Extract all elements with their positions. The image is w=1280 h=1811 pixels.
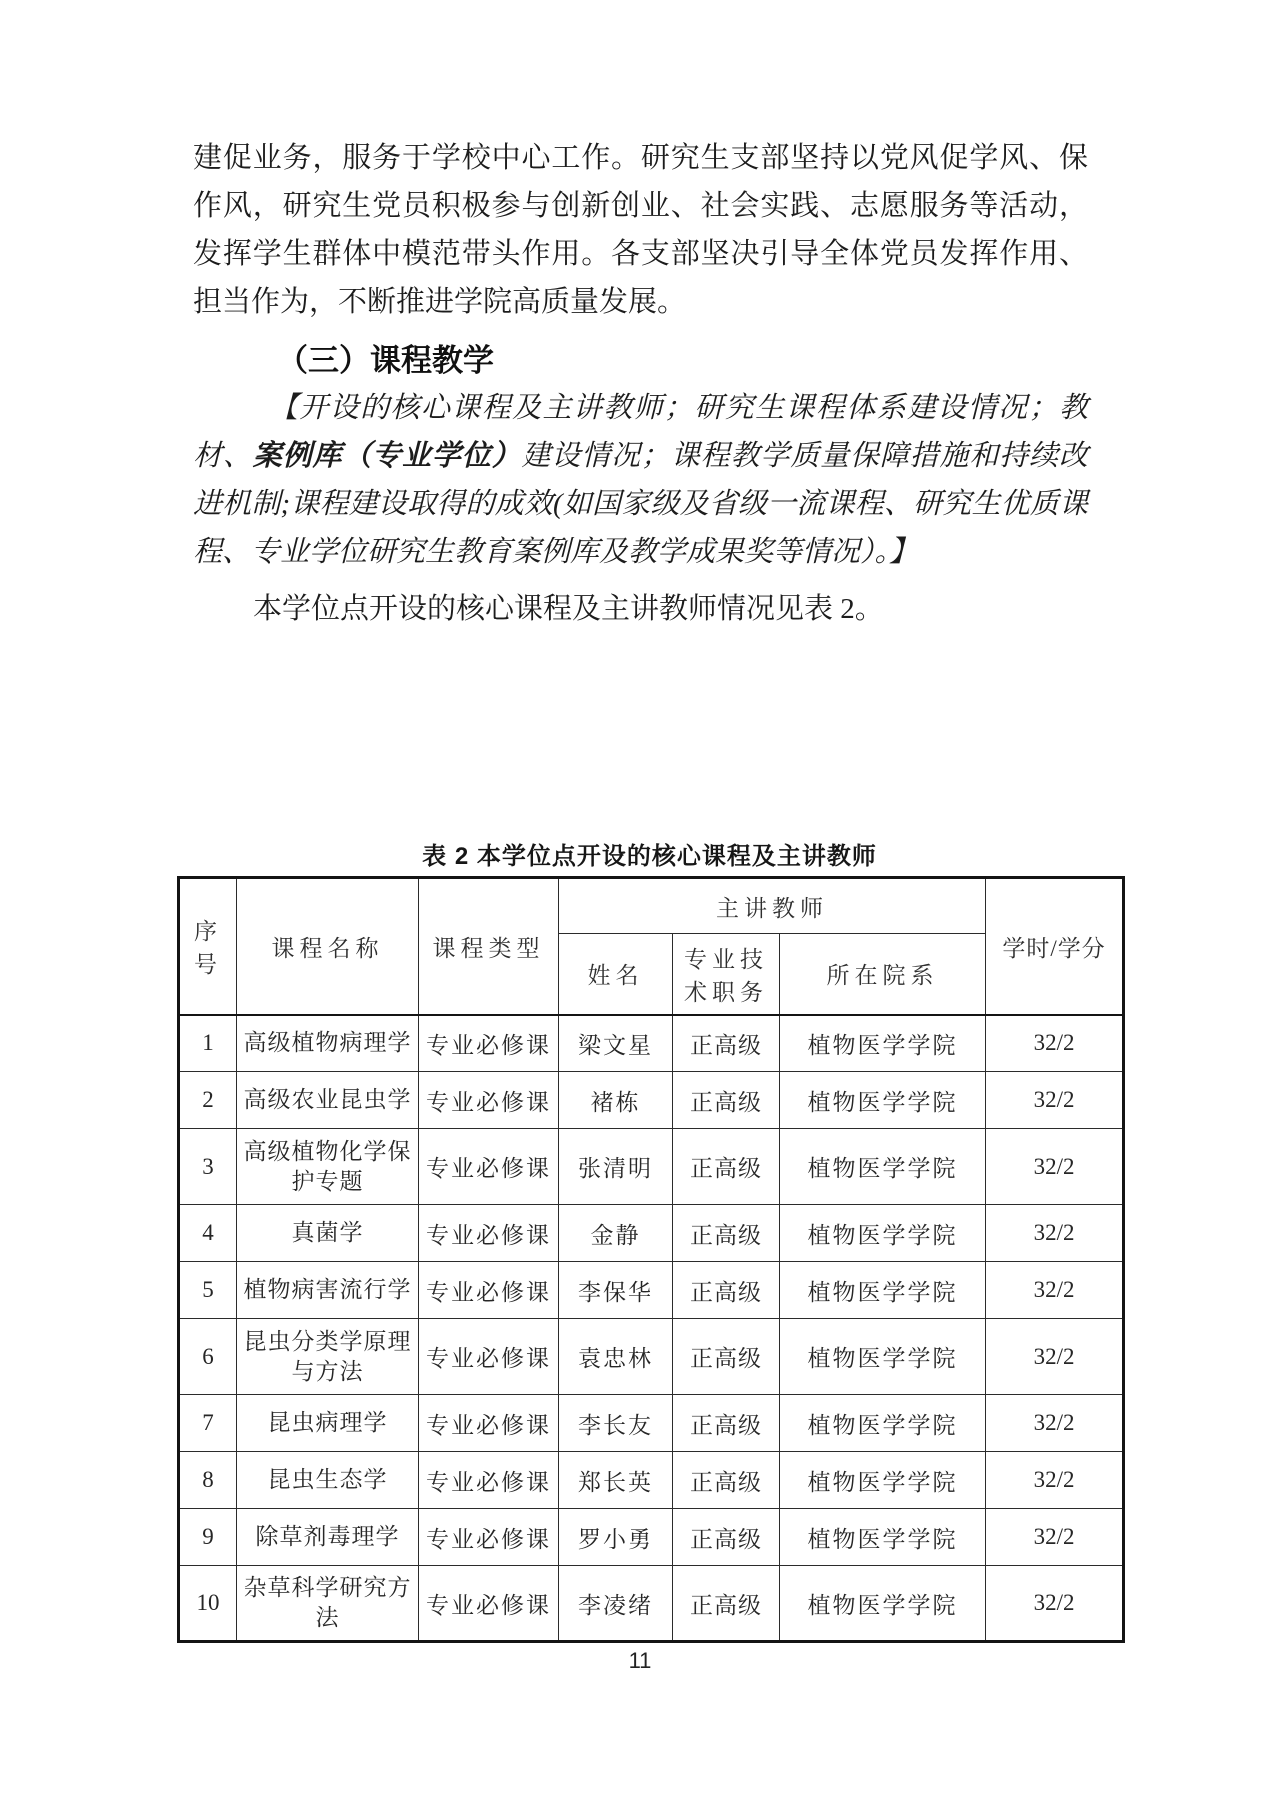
cell-teacher-title: 正高级 — [673, 1509, 780, 1566]
cell-teacher-title: 正高级 — [673, 1395, 780, 1452]
body-text-block — [193, 134, 1088, 633]
cell-course-type: 专业必修课 — [419, 1452, 559, 1509]
table-row — [179, 1015, 1124, 1072]
cell-teacher-name: 袁忠林 — [559, 1319, 673, 1395]
table-row — [179, 1072, 1124, 1129]
cell-hours-credits: 32/2 — [986, 1395, 1124, 1452]
header-hours-credits: 学时/学分 — [986, 878, 1124, 1015]
table-row — [179, 1319, 1124, 1395]
cell-teacher-title: 正高级 — [673, 1015, 780, 1072]
cell-teacher-name: 褚栋 — [559, 1072, 673, 1129]
cell-teacher-name: 罗小勇 — [559, 1509, 673, 1566]
paragraph-party-building: 建促业务，服务于学校中心工作。研究生支部坚持以党风促学风、保作风，研究生党员积极参与创新创业、社会实践、志愿服务等活动，发挥学生群体中模范带头作用。各支部坚决引导全体党员发挥作用、担当作为，不断推进学院高质量发展。 — [193, 142, 1088, 318]
cell-course-type: 专业必修课 — [419, 1395, 559, 1452]
header-teacher-title: 专业技术职务 — [673, 934, 780, 1015]
header-teacher-group: 主讲教师 — [559, 878, 986, 934]
cell-teacher-dept: 植物医学学院 — [780, 1015, 986, 1072]
table-title: 表 2 本学位点开设的核心课程及主讲教师 — [422, 843, 877, 870]
header-teacher-dept: 所在院系 — [780, 934, 986, 1015]
cell-seq: 3 — [179, 1129, 237, 1205]
cell-teacher-name: 李长友 — [559, 1395, 673, 1452]
cell-course-name: 高级植物化学保护专题 — [237, 1129, 419, 1205]
cell-seq: 4 — [179, 1205, 237, 1262]
table-row — [179, 1395, 1124, 1452]
cell-seq: 10 — [179, 1566, 237, 1642]
page-number: 11 — [628, 1648, 652, 1673]
cell-course-type: 专业必修课 — [419, 1015, 559, 1072]
cell-seq: 6 — [179, 1319, 237, 1395]
cell-course-type: 专业必修课 — [419, 1205, 559, 1262]
table-row — [179, 1205, 1124, 1262]
cell-teacher-title: 正高级 — [673, 1129, 780, 1205]
cell-hours-credits: 32/2 — [986, 1452, 1124, 1509]
table-row — [179, 1566, 1124, 1642]
cell-course-name: 昆虫分类学原理与方法 — [237, 1319, 419, 1395]
cell-teacher-dept: 植物医学学院 — [780, 1319, 986, 1395]
table-row — [179, 1509, 1124, 1566]
cell-course-name: 杂草科学研究方法 — [237, 1566, 419, 1642]
cell-teacher-dept: 植物医学学院 — [780, 1452, 986, 1509]
table-header — [179, 878, 1124, 1015]
cell-course-name: 高级植物病理学 — [237, 1015, 419, 1072]
cell-teacher-dept: 植物医学学院 — [780, 1262, 986, 1319]
paragraph-table-reference: 本学位点开设的核心课程及主讲教师情况见表 2。 — [253, 593, 884, 625]
cell-teacher-name: 郑长英 — [559, 1452, 673, 1509]
table-row — [179, 1262, 1124, 1319]
table-2-section — [177, 836, 1122, 1643]
header-course-type: 课程类型 — [419, 878, 559, 1015]
cell-hours-credits: 32/2 — [986, 1072, 1124, 1129]
cell-teacher-dept: 植物医学学院 — [780, 1129, 986, 1205]
cell-course-name: 除草剂毒理学 — [237, 1509, 419, 1566]
table-body — [179, 1015, 1124, 1642]
cell-teacher-name: 李凌绪 — [559, 1566, 673, 1642]
cell-teacher-title: 正高级 — [673, 1566, 780, 1642]
header-teacher-name: 姓名 — [559, 934, 673, 1015]
cell-hours-credits: 32/2 — [986, 1319, 1124, 1395]
cell-teacher-title: 正高级 — [673, 1072, 780, 1129]
cell-seq: 7 — [179, 1395, 237, 1452]
cell-seq: 2 — [179, 1072, 237, 1129]
header-seq: 序号 — [179, 878, 237, 1015]
cell-hours-credits: 32/2 — [986, 1129, 1124, 1205]
cell-teacher-title: 正高级 — [673, 1205, 780, 1262]
cell-course-type: 专业必修课 — [419, 1072, 559, 1129]
cell-course-name: 植物病害流行学 — [237, 1262, 419, 1319]
cell-hours-credits: 32/2 — [986, 1205, 1124, 1262]
cell-hours-credits: 32/2 — [986, 1566, 1124, 1642]
section-heading-course-teaching: （三）课程教学 — [277, 343, 494, 378]
table-row — [179, 1452, 1124, 1509]
core-courses-table — [177, 876, 1125, 1643]
header-course-name: 课程名称 — [237, 878, 419, 1015]
cell-seq: 8 — [179, 1452, 237, 1509]
cell-course-name: 真菌学 — [237, 1205, 419, 1262]
cell-teacher-title: 正高级 — [673, 1319, 780, 1395]
cell-teacher-dept: 植物医学学院 — [780, 1072, 986, 1129]
cell-seq: 9 — [179, 1509, 237, 1566]
cell-course-type: 专业必修课 — [419, 1262, 559, 1319]
cell-seq: 1 — [179, 1015, 237, 1072]
cell-hours-credits: 32/2 — [986, 1509, 1124, 1566]
cell-teacher-title: 正高级 — [673, 1262, 780, 1319]
cell-course-type: 专业必修课 — [419, 1319, 559, 1395]
bracket-text-lead: 【开设的核心课程及主讲教师；研究生课程体系建设情况；教材、 — [193, 392, 1088, 472]
cell-teacher-dept: 植物医学学院 — [780, 1395, 986, 1452]
cell-course-name: 高级农业昆虫学 — [237, 1072, 419, 1129]
cell-teacher-name: 张清明 — [559, 1129, 673, 1205]
cell-course-name: 昆虫病理学 — [237, 1395, 419, 1452]
cell-teacher-dept: 植物医学学院 — [780, 1205, 986, 1262]
bracket-text-bold: 案例库（专业学位） — [252, 440, 522, 472]
cell-course-type: 专业必修课 — [419, 1129, 559, 1205]
cell-teacher-title: 正高级 — [673, 1452, 780, 1509]
cell-seq: 5 — [179, 1262, 237, 1319]
cell-course-type: 专业必修课 — [419, 1509, 559, 1566]
cell-course-name: 昆虫生态学 — [237, 1452, 419, 1509]
cell-teacher-name: 李保华 — [559, 1262, 673, 1319]
cell-course-type: 专业必修课 — [419, 1566, 559, 1642]
cell-teacher-name: 梁文星 — [559, 1015, 673, 1072]
cell-teacher-dept: 植物医学学院 — [780, 1566, 986, 1642]
cell-hours-credits: 32/2 — [986, 1262, 1124, 1319]
table-row — [179, 1129, 1124, 1205]
cell-hours-credits: 32/2 — [986, 1015, 1124, 1072]
guideline-bracket-paragraph — [193, 384, 1088, 576]
cell-teacher-dept: 植物医学学院 — [780, 1509, 986, 1566]
bracket-text-tail: 建设情况；课程教学质量保障措施和持续改进机制;课程建设取得的成效(如国家级及省级一流课程、研究生优质课程、专业学位研究生教育案例库及教学成果奖等情况）。】 — [193, 440, 1088, 568]
cell-teacher-name: 金静 — [559, 1205, 673, 1262]
